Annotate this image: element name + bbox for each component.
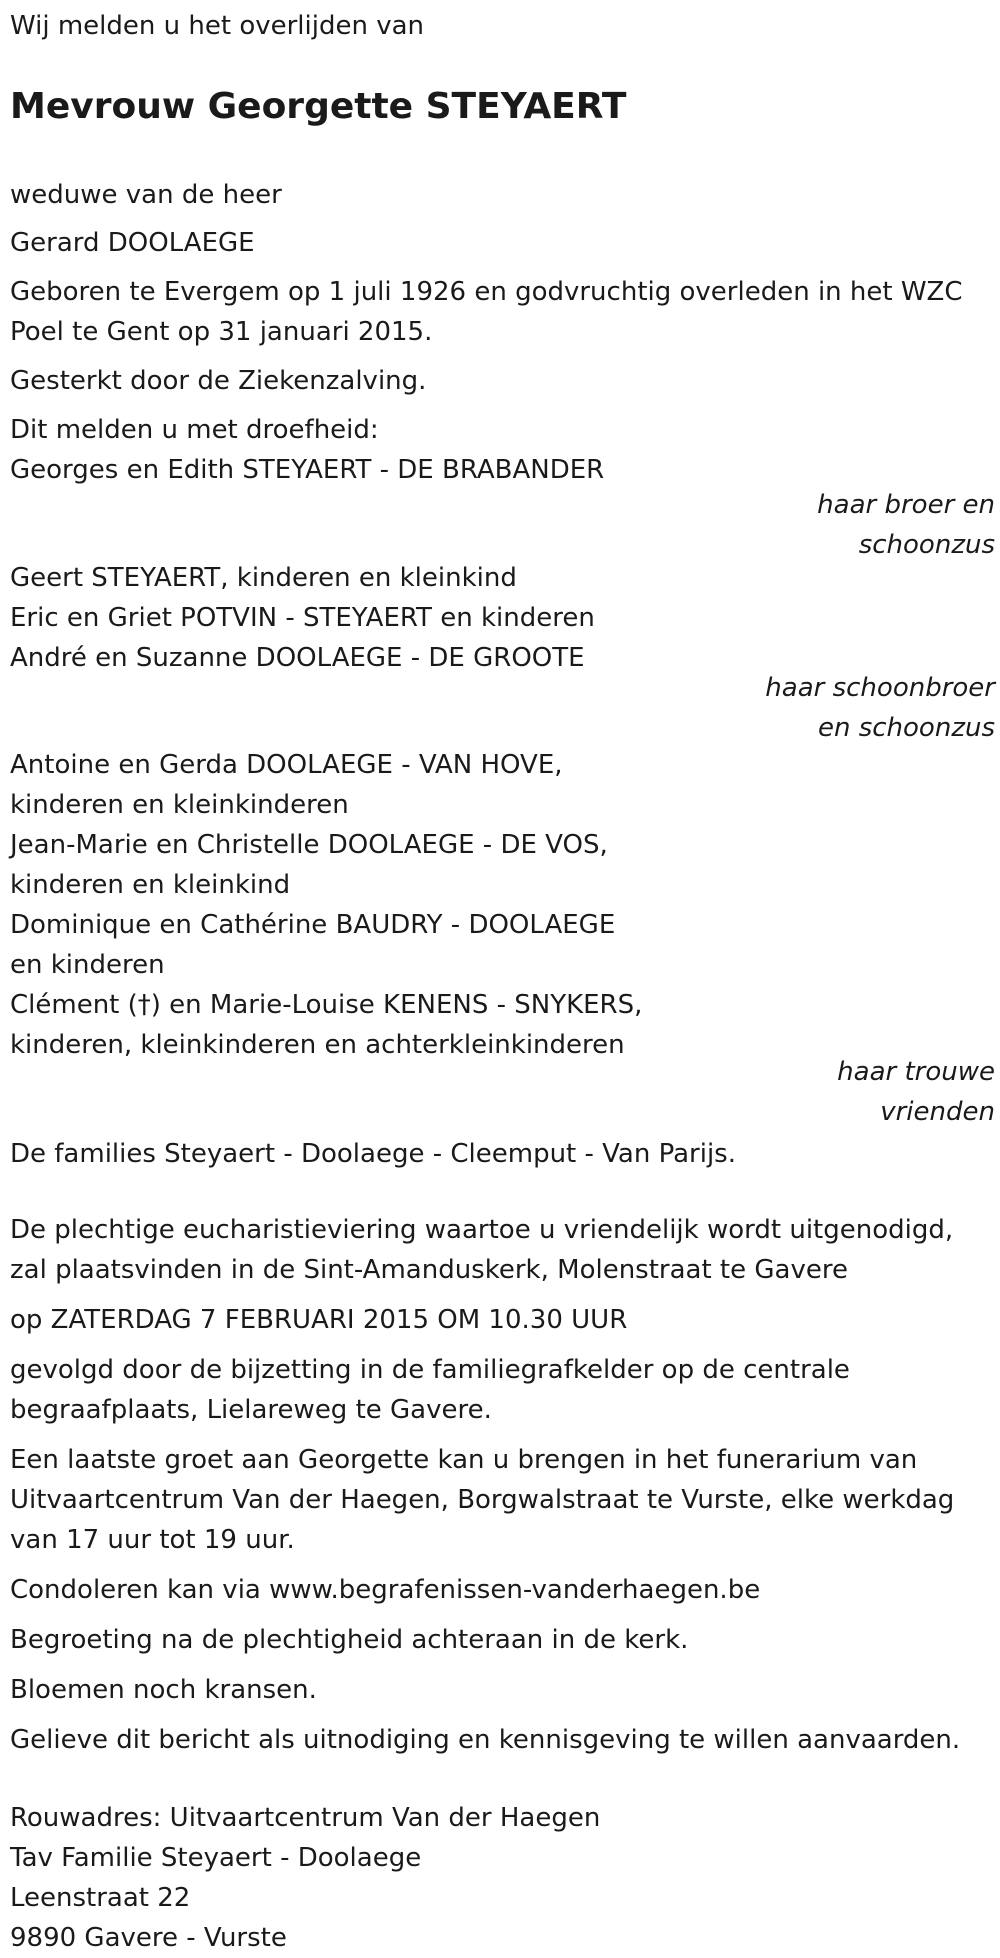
burial-line-2: begraafplaats, Lielareweg te Gavere. bbox=[10, 1395, 492, 1425]
relation-line: en schoonzus bbox=[817, 713, 995, 743]
ceremony-line-1: De plechtige eucharistieviering waartoe u vriendelijk wordt uitgenodigd, bbox=[10, 1215, 954, 1245]
flowers-text: Bloemen noch kransen. bbox=[10, 1675, 317, 1705]
burial-line-1: gevolgd door de bijzetting in de familiegrafkelder op de centrale bbox=[10, 1355, 850, 1385]
family-name: Eric en Griet POTVIN - STEYAERT en kinderen bbox=[10, 603, 595, 633]
relation-line: haar trouwe bbox=[837, 1057, 995, 1087]
farewell-line-3: van 17 uur tot 19 uur. bbox=[10, 1525, 295, 1555]
family-name: en kinderen bbox=[10, 950, 165, 980]
sorrow-text: Dit melden u met droefheid: bbox=[10, 415, 379, 445]
ceremony-line-2: zal plaatsvinden in de Sint-Amanduskerk, Molenstraat te Gavere bbox=[10, 1255, 848, 1285]
family-name: kinderen en kleinkind bbox=[10, 870, 291, 900]
husband-name: Gerard DOOLAEGE bbox=[10, 228, 255, 258]
address-line-2: Tav Familie Steyaert - Doolaege bbox=[10, 1843, 422, 1873]
relation-line: haar schoonbroer bbox=[765, 673, 995, 703]
family-name: Clément (†) en Marie-Louise KENENS - SNYKERS, bbox=[10, 990, 643, 1020]
sacrament-text: Gesterkt door de Ziekenzalving. bbox=[10, 366, 427, 396]
address-line-3: Leenstraat 22 bbox=[10, 1883, 191, 1913]
family-name: Geert STEYAERT, kinderen en kleinkind bbox=[10, 563, 517, 593]
widow-of-text: weduwe van de heer bbox=[10, 180, 282, 210]
family-name: Antoine en Gerda DOOLAEGE - VAN HOVE, bbox=[10, 750, 563, 780]
family-name: Georges en Edith STEYAERT - DE BRABANDER bbox=[10, 455, 605, 485]
deceased-name: Mevrouw Georgette STEYAERT bbox=[10, 86, 627, 127]
ceremony-date: op ZATERDAG 7 FEBRUARI 2015 OM 10.30 UUR bbox=[10, 1305, 628, 1335]
intro-text: Wij melden u het overlijden van bbox=[10, 11, 425, 41]
family-name: kinderen en kleinkinderen bbox=[10, 790, 349, 820]
relation-line: vrienden bbox=[880, 1097, 995, 1127]
condolences-text: Condoleren kan via www.begrafenissen-vanderhaegen.be bbox=[10, 1575, 761, 1605]
address-line-4: 9890 Gavere - Vurste bbox=[10, 1923, 287, 1953]
farewell-line-2: Uitvaartcentrum Van der Haegen, Borgwalstraat te Vurste, elke werkdag bbox=[10, 1485, 955, 1515]
families-text: De families Steyaert - Doolaege - Cleemput - Van Parijs. bbox=[10, 1139, 736, 1169]
relation-line: schoonzus bbox=[858, 530, 995, 560]
farewell-line-1: Een laatste groet aan Georgette kan u brengen in het funerarium van bbox=[10, 1445, 918, 1475]
family-name: Jean-Marie en Christelle DOOLAEGE - DE VOS, bbox=[10, 830, 608, 860]
address-line-1: Rouwadres: Uitvaartcentrum Van der Haegen bbox=[10, 1803, 601, 1833]
family-name: André en Suzanne DOOLAEGE - DE GROOTE bbox=[10, 643, 585, 673]
born-line-2: Poel te Gent op 31 januari 2015. bbox=[10, 317, 433, 347]
family-name: kinderen, kleinkinderen en achterkleinkinderen bbox=[10, 1030, 625, 1060]
notice-text: Gelieve dit bericht als uitnodiging en kennisgeving te willen aanvaarden. bbox=[10, 1725, 961, 1755]
born-line-1: Geboren te Evergem op 1 juli 1926 en godvruchtig overleden in het WZC bbox=[10, 277, 963, 307]
family-name: Dominique en Cathérine BAUDRY - DOOLAEGE bbox=[10, 910, 616, 940]
greeting-text: Begroeting na de plechtigheid achteraan in de kerk. bbox=[10, 1625, 689, 1655]
relation-line: haar broer en bbox=[817, 490, 995, 520]
